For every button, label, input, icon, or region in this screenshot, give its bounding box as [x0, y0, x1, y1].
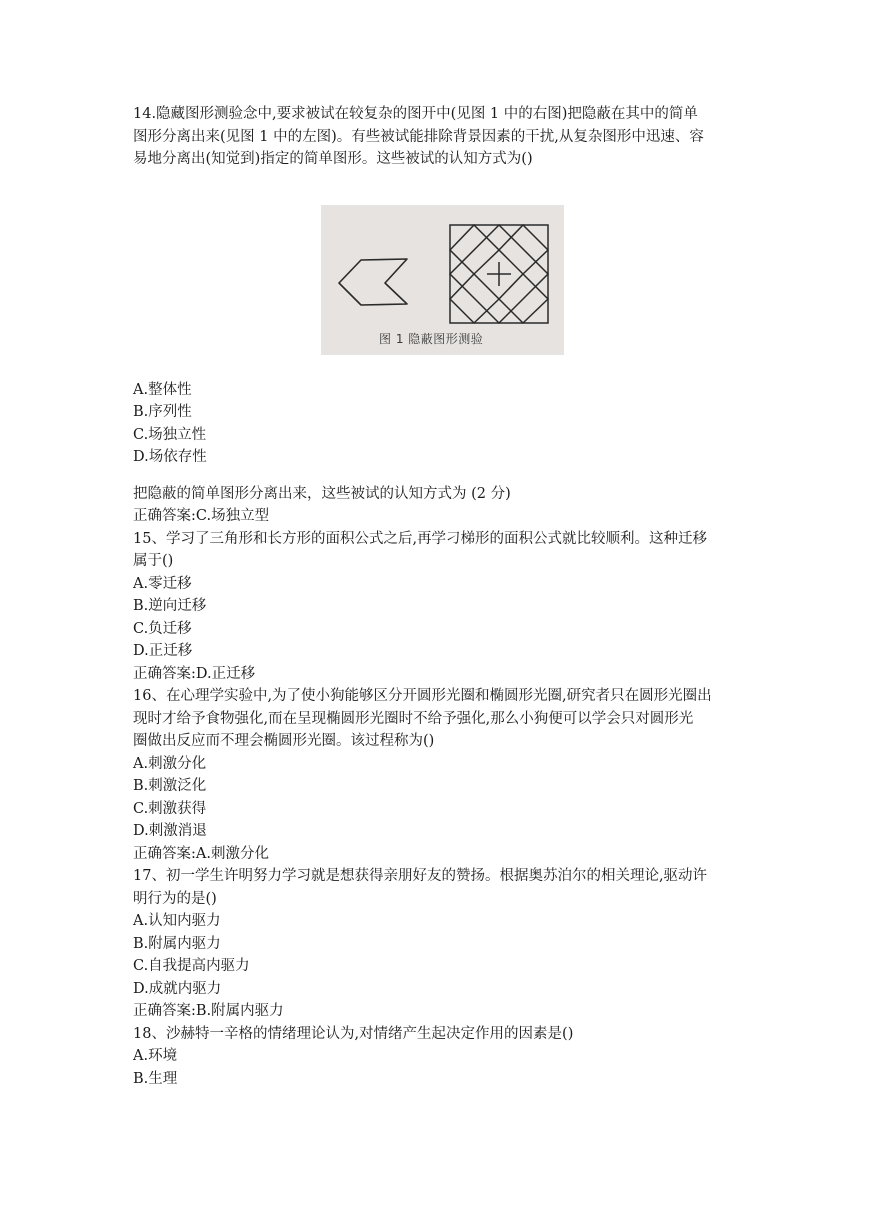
question-16-stem-line-2: 现时才给予食物强化,而在呈现椭圆形光圈时不给予强化,那么小狗便可以学会只对圆形光	[133, 710, 694, 727]
question-14-note: 把隐蔽的简单图形分离出来，这些被试的认知方式为 (2 分)	[133, 485, 511, 502]
figure-caption: 图 1 隐蔽图形测验	[379, 331, 484, 346]
question-17-option-d: D.成就内驱力	[133, 980, 222, 997]
question-18-option-b: B.生理	[133, 1070, 178, 1087]
question-14-stem-line-2: 图形分离出来(见图 1 中的左图)。有些被试能排除背景因素的干扰,从复杂图形中迅速、容	[133, 128, 704, 145]
question-15-stem-line-2: 属于()	[133, 553, 174, 569]
question-15-option-a: A.零迁移	[133, 575, 192, 592]
question-16-answer: 正确答案:A.刺激分化	[133, 845, 269, 862]
question-15-option-d: D.正迁移	[133, 643, 193, 659]
question-14-option-c: C.场独立性	[133, 426, 207, 443]
question-17-option-c: C.自我提高内驱力	[133, 958, 250, 974]
hidden-figure-test-image	[321, 205, 564, 355]
document-page	[133, 103, 743, 1090]
question-14-stem-line-1: 14.隐藏图形测验念中,要求被试在较复杂的图开中(见图 1 中的右图)把隐蔽在其中的简单	[133, 106, 698, 122]
question-14-option-d: D.场依存性	[133, 449, 207, 465]
simple-figure-shape	[339, 259, 407, 305]
question-15	[133, 528, 743, 686]
question-16-option-a: A.刺激分化	[133, 755, 207, 772]
question-16-stem-line-3: 圈做出反应而不理会椭圆形光圈。该过程称为()	[133, 733, 435, 749]
question-16-stem-line-1: 16、在心理学实验中,为了使小狗能够区分开圆形光圈和椭圆形光圈,研究者只在圆形光圈出	[133, 688, 712, 704]
question-16-option-b: B.刺激泛化	[133, 778, 207, 794]
question-15-stem-line-1: 15、学习了三角形和长方形的面积公式之后,再学刁梯形的面积公式就比较顺利。这种迁移	[133, 530, 708, 547]
question-17-stem-line-1: 17、初一学生许明努力学习就是想获得亲朋好友的赞扬。根据奥苏泊尔的相关理论,驱动许	[133, 868, 708, 884]
question-17-option-b: B.附属内驱力	[133, 935, 221, 952]
question-14-option-b: B.序列性	[133, 404, 192, 420]
question-17-answer: 正确答案:B.附属内驱力	[133, 1003, 284, 1019]
question-14-option-a: A.整体性	[133, 381, 192, 398]
question-14-answer: 正确答案:C.场独立型	[133, 508, 270, 524]
question-14-stem-line-3: 易地分离出(知觉到)指定的简单图形。这些被试的认知方式为()	[133, 151, 533, 167]
question-15-option-b: B.逆向迁移	[133, 598, 207, 614]
question-17-stem-line-2: 明行为的是()	[133, 890, 217, 907]
question-16-option-c: C.刺激获得	[133, 800, 207, 817]
question-16	[133, 685, 743, 865]
question-16-option-d: D.刺激消退	[133, 823, 207, 839]
spacer	[133, 469, 743, 483]
question-17	[133, 865, 743, 1023]
question-14	[133, 103, 743, 528]
question-18-stem-line-1: 18、沙赫特一辛格的情绪理论认为,对情绪产生起决定作用的因素是()	[133, 1025, 574, 1042]
question-18-option-a: A.环境	[133, 1048, 178, 1064]
complex-figure-shape	[450, 225, 548, 323]
question-15-answer: 正确答案:D.正迁移	[133, 665, 256, 682]
question-15-option-c: C.负迁移	[133, 620, 192, 637]
question-18	[133, 1023, 743, 1091]
figure-1-wrapper	[133, 205, 743, 355]
question-17-option-a: A.认知内驱力	[133, 913, 221, 929]
